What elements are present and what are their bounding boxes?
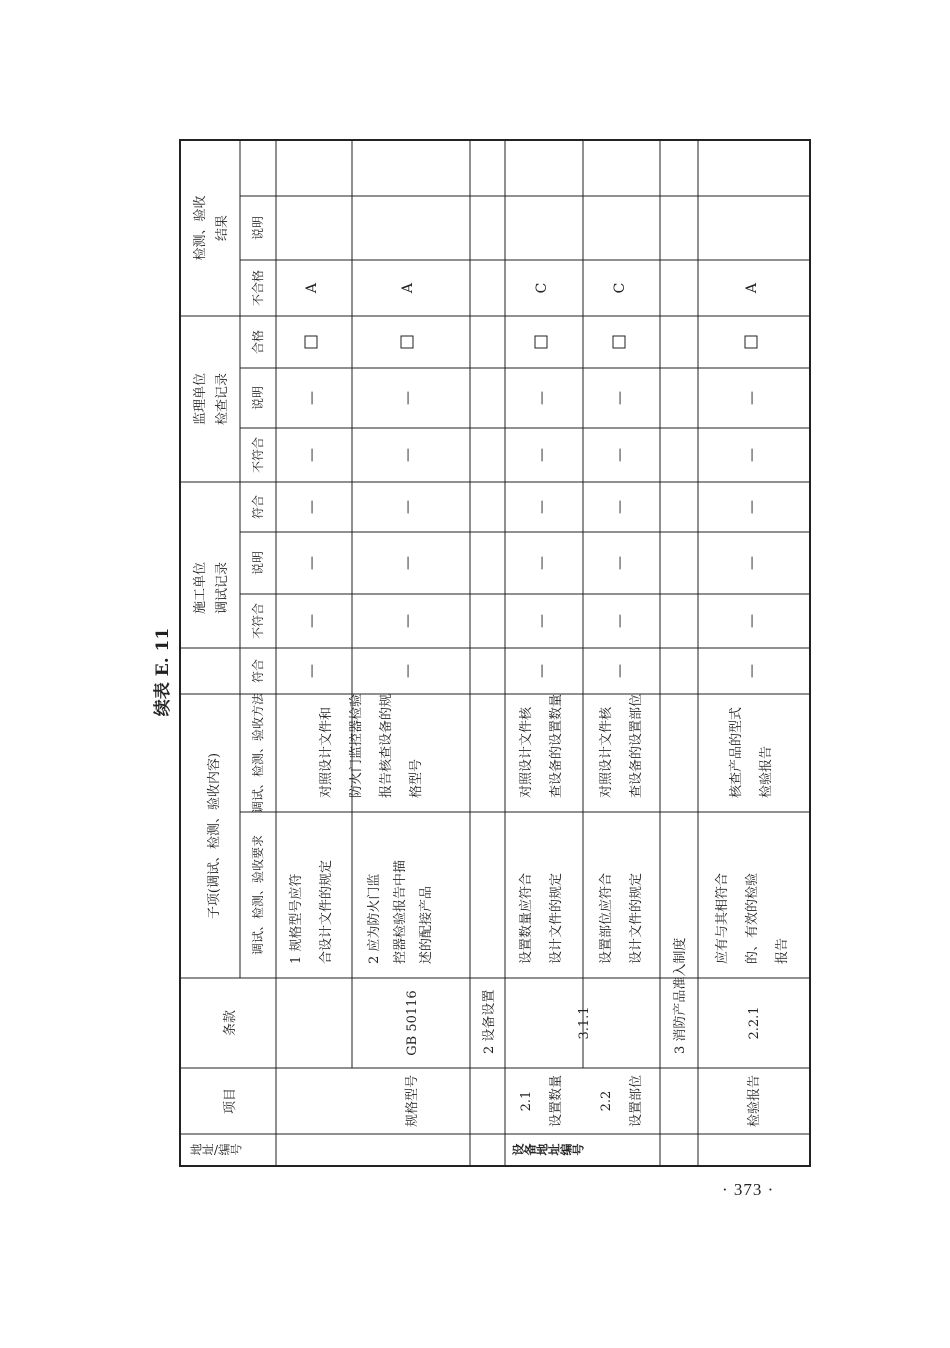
record-mark: — [534,556,550,570]
header-requirement: 调试、检测、验收要求 [251,834,265,956]
side-label: 设备地址编号 [512,1143,584,1157]
record-mark: — [534,614,550,628]
row1-method-d: 格型号 [409,758,424,798]
record-mark: — [304,500,320,514]
record-mark: — [744,614,760,628]
record-mark: — [744,664,760,678]
row1-req1-a: 1 规格型号应符 [289,873,304,964]
header-supervision-2: 检查记录 [215,372,230,426]
record-mark: — [612,500,628,514]
row3-method-b: 检验报告 [759,745,774,798]
header-method: 调试、检测、验收方法 [251,692,265,814]
checkbox-icon[interactable] [401,336,413,348]
record-mark: — [534,500,550,514]
record-mark: — [400,614,416,628]
header-construction-conform: 符合 [251,658,265,684]
row22-req-b: 设计文件的规定 [629,872,644,964]
row22-item-a: 2.2 [599,1090,614,1112]
header-construction-2: 调试记录 [215,561,230,615]
record-mark: — [304,664,320,678]
grade-letter: A [744,282,760,294]
row22-method-a: 对照设计文件核 [599,706,614,798]
row1-method-a: 对照设计文件和 [319,706,334,798]
record-mark: — [304,614,320,628]
row22-req-a: 设置部位应符合 [599,872,614,964]
header-construction-note: 说明 [251,550,265,576]
section-3: 3 消防产品准入制度 [673,937,688,1054]
grade-letter: C [612,282,628,294]
header-pass: 合格 [251,329,265,355]
checkbox-icon[interactable] [305,336,317,348]
row3-req-b: 的、有效的检验 [745,872,760,964]
record-mark: — [534,391,550,405]
record-mark: — [744,500,760,514]
record-mark: — [304,556,320,570]
row3-method-a: 核查产品的型式 [729,706,744,798]
record-mark: — [534,664,550,678]
header-clause: 条款 [223,1009,238,1037]
row1-clause: GB 50116 [405,990,420,1056]
row21-req-b: 设计文件的规定 [549,872,564,964]
row3-item: 检验报告 [747,1074,762,1128]
record-mark: — [400,664,416,678]
record-mark: — [612,556,628,570]
checkbox-icon[interactable] [535,336,547,348]
page-number: · 373 · [722,1180,775,1199]
record-mark: — [744,556,760,570]
row1-req2-c: 述的配接产品 [419,885,434,964]
record-mark: — [612,448,628,462]
header-address: 地址/编号 [190,1143,243,1157]
record-mark: — [744,391,760,405]
header-result-2: 结果 [215,214,230,242]
header-result-note: 说明 [251,215,265,241]
record-mark: — [612,614,628,628]
header-supervision-note: 说明 [251,385,265,411]
section-2: 2 设备设置 [482,989,497,1054]
row3-req-a: 应有与其相符合 [715,872,730,964]
record-mark: — [400,391,416,405]
header-subitem: 子项(调试、检测、验收内容) [207,752,222,920]
record-mark: — [304,448,320,462]
grade-letter: A [400,282,416,294]
row1-req2-b: 控器检验报告中描 [393,859,408,964]
row21-method-b: 查设备的设置数量 [549,693,564,798]
row3-clause: 2.2.1 [747,1006,762,1040]
row22-item-b: 设置部位 [629,1074,644,1128]
row1-req2-a: 2 应为防火门监 [367,873,382,964]
row1-item: 规格型号 [405,1074,420,1128]
row3-req-c: 报告 [775,937,790,964]
checkbox-icon[interactable] [745,336,757,348]
row1-method-b: 防火门监控器检验 [349,693,364,798]
record-mark: — [400,448,416,462]
record-mark: — [612,391,628,405]
row1-req1-b: 合设计文件的规定 [319,859,334,964]
row22-method-b: 查设备的设置部位 [629,693,644,798]
grade-letter: A [304,282,320,294]
header-supervision-nonconform: 不符合 [251,436,265,474]
record-mark: — [400,556,416,570]
row21-clause: 3.1.1 [577,1006,592,1040]
header-construction-nonconform: 不符合 [251,602,265,640]
row21-method-a: 对照设计文件核 [519,706,534,798]
record-mark: — [400,500,416,514]
header-construction-1: 施工单位 [193,561,208,615]
row21-item-a: 2.1 [519,1090,534,1112]
header-result-1: 检测、验收 [193,195,208,261]
row21-item-b: 设置数量 [549,1074,564,1128]
row1-method-c: 报告核查设备的规 [379,693,394,798]
header-supervision-conform: 符合 [251,494,265,520]
record-mark: — [612,664,628,678]
row21-req-a: 设置数量应符合 [519,872,534,964]
header-supervision-1: 监理单位 [193,372,208,426]
grade-letter: C [534,282,550,294]
table-title: 续表 E. 11 [153,627,173,717]
record-mark: — [304,391,320,405]
record-mark: — [744,448,760,462]
header-item: 项目 [223,1087,238,1115]
record-mark: — [534,448,550,462]
header-fail: 不合格 [251,269,265,307]
checkbox-icon[interactable] [613,336,625,348]
